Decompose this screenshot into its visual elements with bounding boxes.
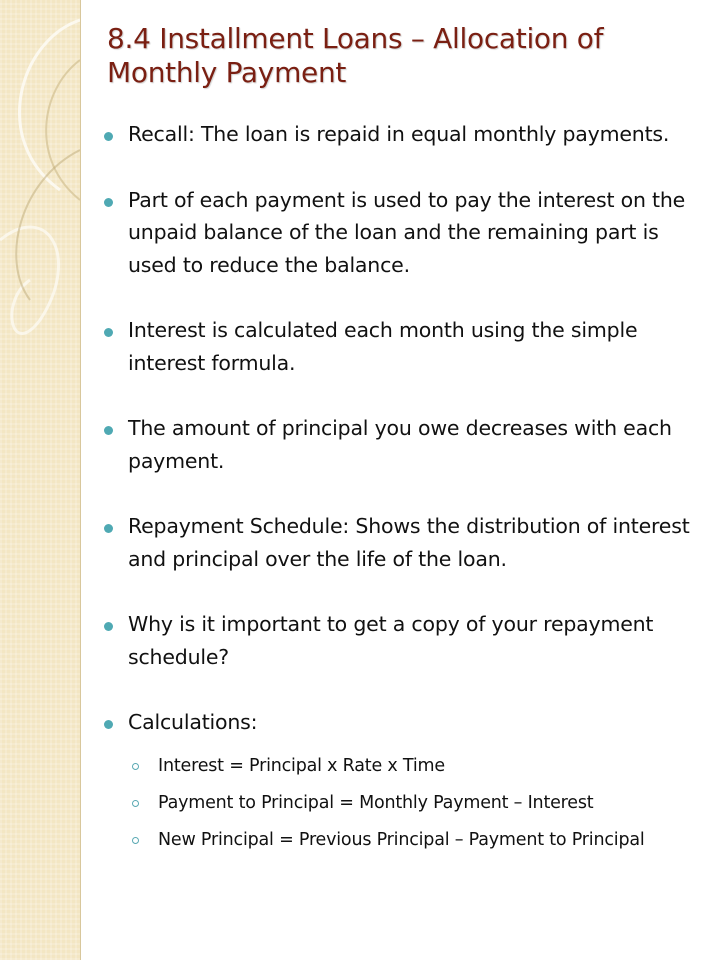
calculation-item: New Principal = Previous Principal – Payment to Principal [128,827,702,853]
calculations-list [128,753,702,853]
swirl-ornament-icon [0,0,80,960]
calculation-item: Interest = Principal x Rate x Time [128,753,702,779]
bullet-item: Repayment Schedule: Shows the distribution of interest and principal over the life of the loan. [102,510,702,575]
bullet-item: Recall: The loan is repaid in equal monthly payments. [102,118,702,151]
bullet-list [102,118,702,864]
bullet-item: The amount of principal you owe decreases with each payment. [102,412,702,477]
bullet-item-calculations [102,706,702,853]
page-title: 8.4 Installment Loans – Allocation of Monthly Payment [107,22,604,89]
bullet-item: Part of each payment is used to pay the interest on the unpaid balance of the loan and the remaining part is used to reduce the balance. [102,184,702,282]
calculations-label: Calculations: [128,710,258,734]
bullet-item: Interest is calculated each month using the simple interest formula. [102,314,702,379]
bullet-item: Why is it important to get a copy of your repayment schedule? [102,608,702,673]
decorative-sidebar [0,0,81,960]
calculation-item: Payment to Principal = Monthly Payment – Interest [128,790,702,816]
